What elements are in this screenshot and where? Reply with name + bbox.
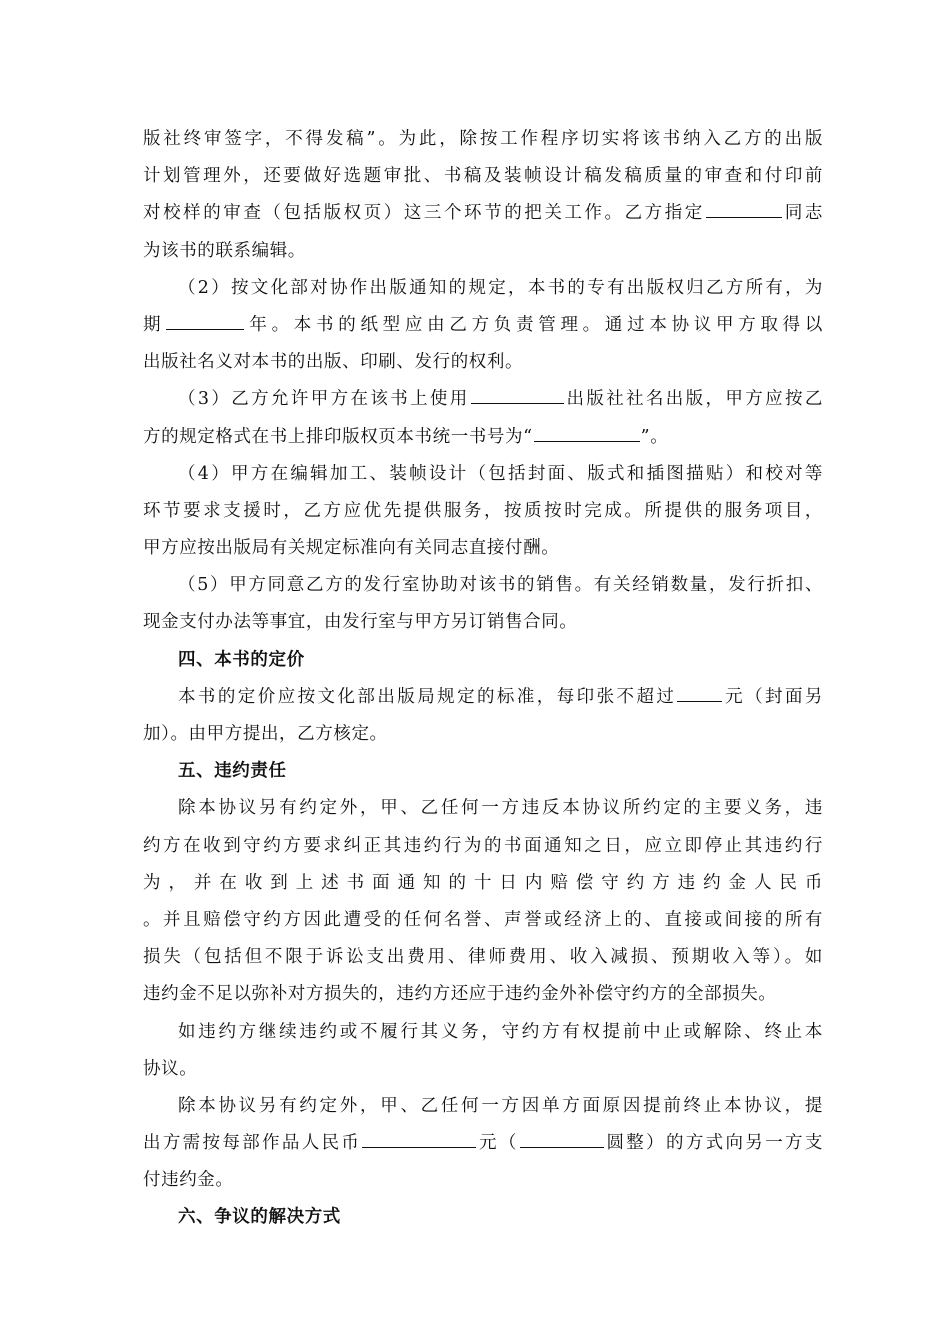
clause-4: （4）甲方在编辑加工、装帧设计（包括封面、版式和插图描贴）和校对等	[178, 463, 823, 484]
text-line: 甲方应按出版局有关规定标准向有关同志直接付酬。	[143, 538, 560, 559]
text-line: 约方在收到守约方要求纠正其违约行为的书面通知之日，应立即停止其违约行	[143, 835, 823, 856]
text-line: 出方需按每部作品人民币 元（ 圆整）的方式向另一方支	[143, 1133, 823, 1154]
price-limit-blank	[677, 685, 722, 702]
section-heading-dispute: 六、争议的解决方式	[178, 1207, 341, 1228]
text-line: 版社终审签字，不得发稿”。为此，除按工作程序切实将该书纳入乙方的出版	[143, 129, 823, 149]
text-line: 如违约方继续违约或不履行其义务，守约方有权提前中止或解除、终止本	[178, 1021, 823, 1042]
clause-2: （2）按文化部对协作出版通知的规定，本书的专有出版权归乙方所有，为	[178, 277, 823, 298]
text-line: 违约金不足以弥补对方损失的，违约方还应于违约金外补偿守约方的全部损失。	[143, 984, 777, 1005]
text-line: 损失（包括但不限于诉讼支出费用、律师费用、收入减损、预期收入等）。如	[143, 947, 823, 968]
text-line: 。并且赔偿守约方因此遭受的任何名誉、声誉或经济上的、直接或间接的所有	[143, 909, 823, 930]
text-line: 协议。	[143, 1058, 198, 1079]
text-line: 环节要求支援时，乙方应优先提供服务，按质按时完成。所提供的服务项目，	[143, 500, 823, 521]
text-line: 计划管理外，还要做好选题审批、书稿及装帧设计稿发稿质量的审查和付印前	[143, 166, 823, 187]
text-line: 本书的定价应按文化部出版局规定的标准，每印张不超过 元（封面另	[178, 686, 824, 707]
text-line: 现金支付办法等事宜，由发行室与甲方另订销售合同。	[143, 612, 578, 633]
contract-page	[143, 121, 823, 1237]
text-line: 期 年。本书的纸型应由乙方负责管理。通过本协议甲方取得以	[143, 314, 823, 335]
text-line: 加）。由甲方提出，乙方核定。	[143, 724, 388, 744]
publisher-name-blank	[471, 387, 564, 404]
section-heading-liability: 五、违约责任	[178, 761, 287, 782]
clause-3: （3）乙方允许甲方在该书上使用 出版社社名出版，甲方应按乙	[178, 389, 823, 410]
text-line: 为该书的联系编辑。	[143, 240, 306, 261]
text-line: 出版社名义对本书的出版、印刷、发行的权利。	[143, 352, 524, 373]
clause-5: （5）甲方同意乙方的发行室协助对该书的销售。有关经销数量，发行折扣、	[178, 575, 823, 596]
text-line: 对校样的审查（包括版权页）这三个环节的把关工作。乙方指定 同志	[143, 203, 823, 224]
text-line: 除本协议另有约定外，甲、乙任何一方因单方面原因提前终止本协议，提	[178, 1095, 823, 1116]
penalty-words-blank	[520, 1131, 604, 1148]
text-line: 为，并在收到上述书面通知的十日内赔偿守约方违约金人民币	[143, 872, 823, 893]
term-years-blank	[166, 313, 244, 330]
editor-name-blank	[706, 201, 782, 218]
isbn-blank	[534, 425, 640, 442]
penalty-amount-blank	[362, 1131, 476, 1148]
section-heading-price: 四、本书的定价	[178, 649, 305, 670]
text-line: 除本协议另有约定外，甲、乙任何一方违反本协议所约定的主要义务，违	[178, 798, 823, 819]
text-line: 方的规定格式在书上排印版权页本书统一书号为“ ”。	[143, 426, 669, 447]
text-line: 付违约金。	[143, 1170, 234, 1191]
